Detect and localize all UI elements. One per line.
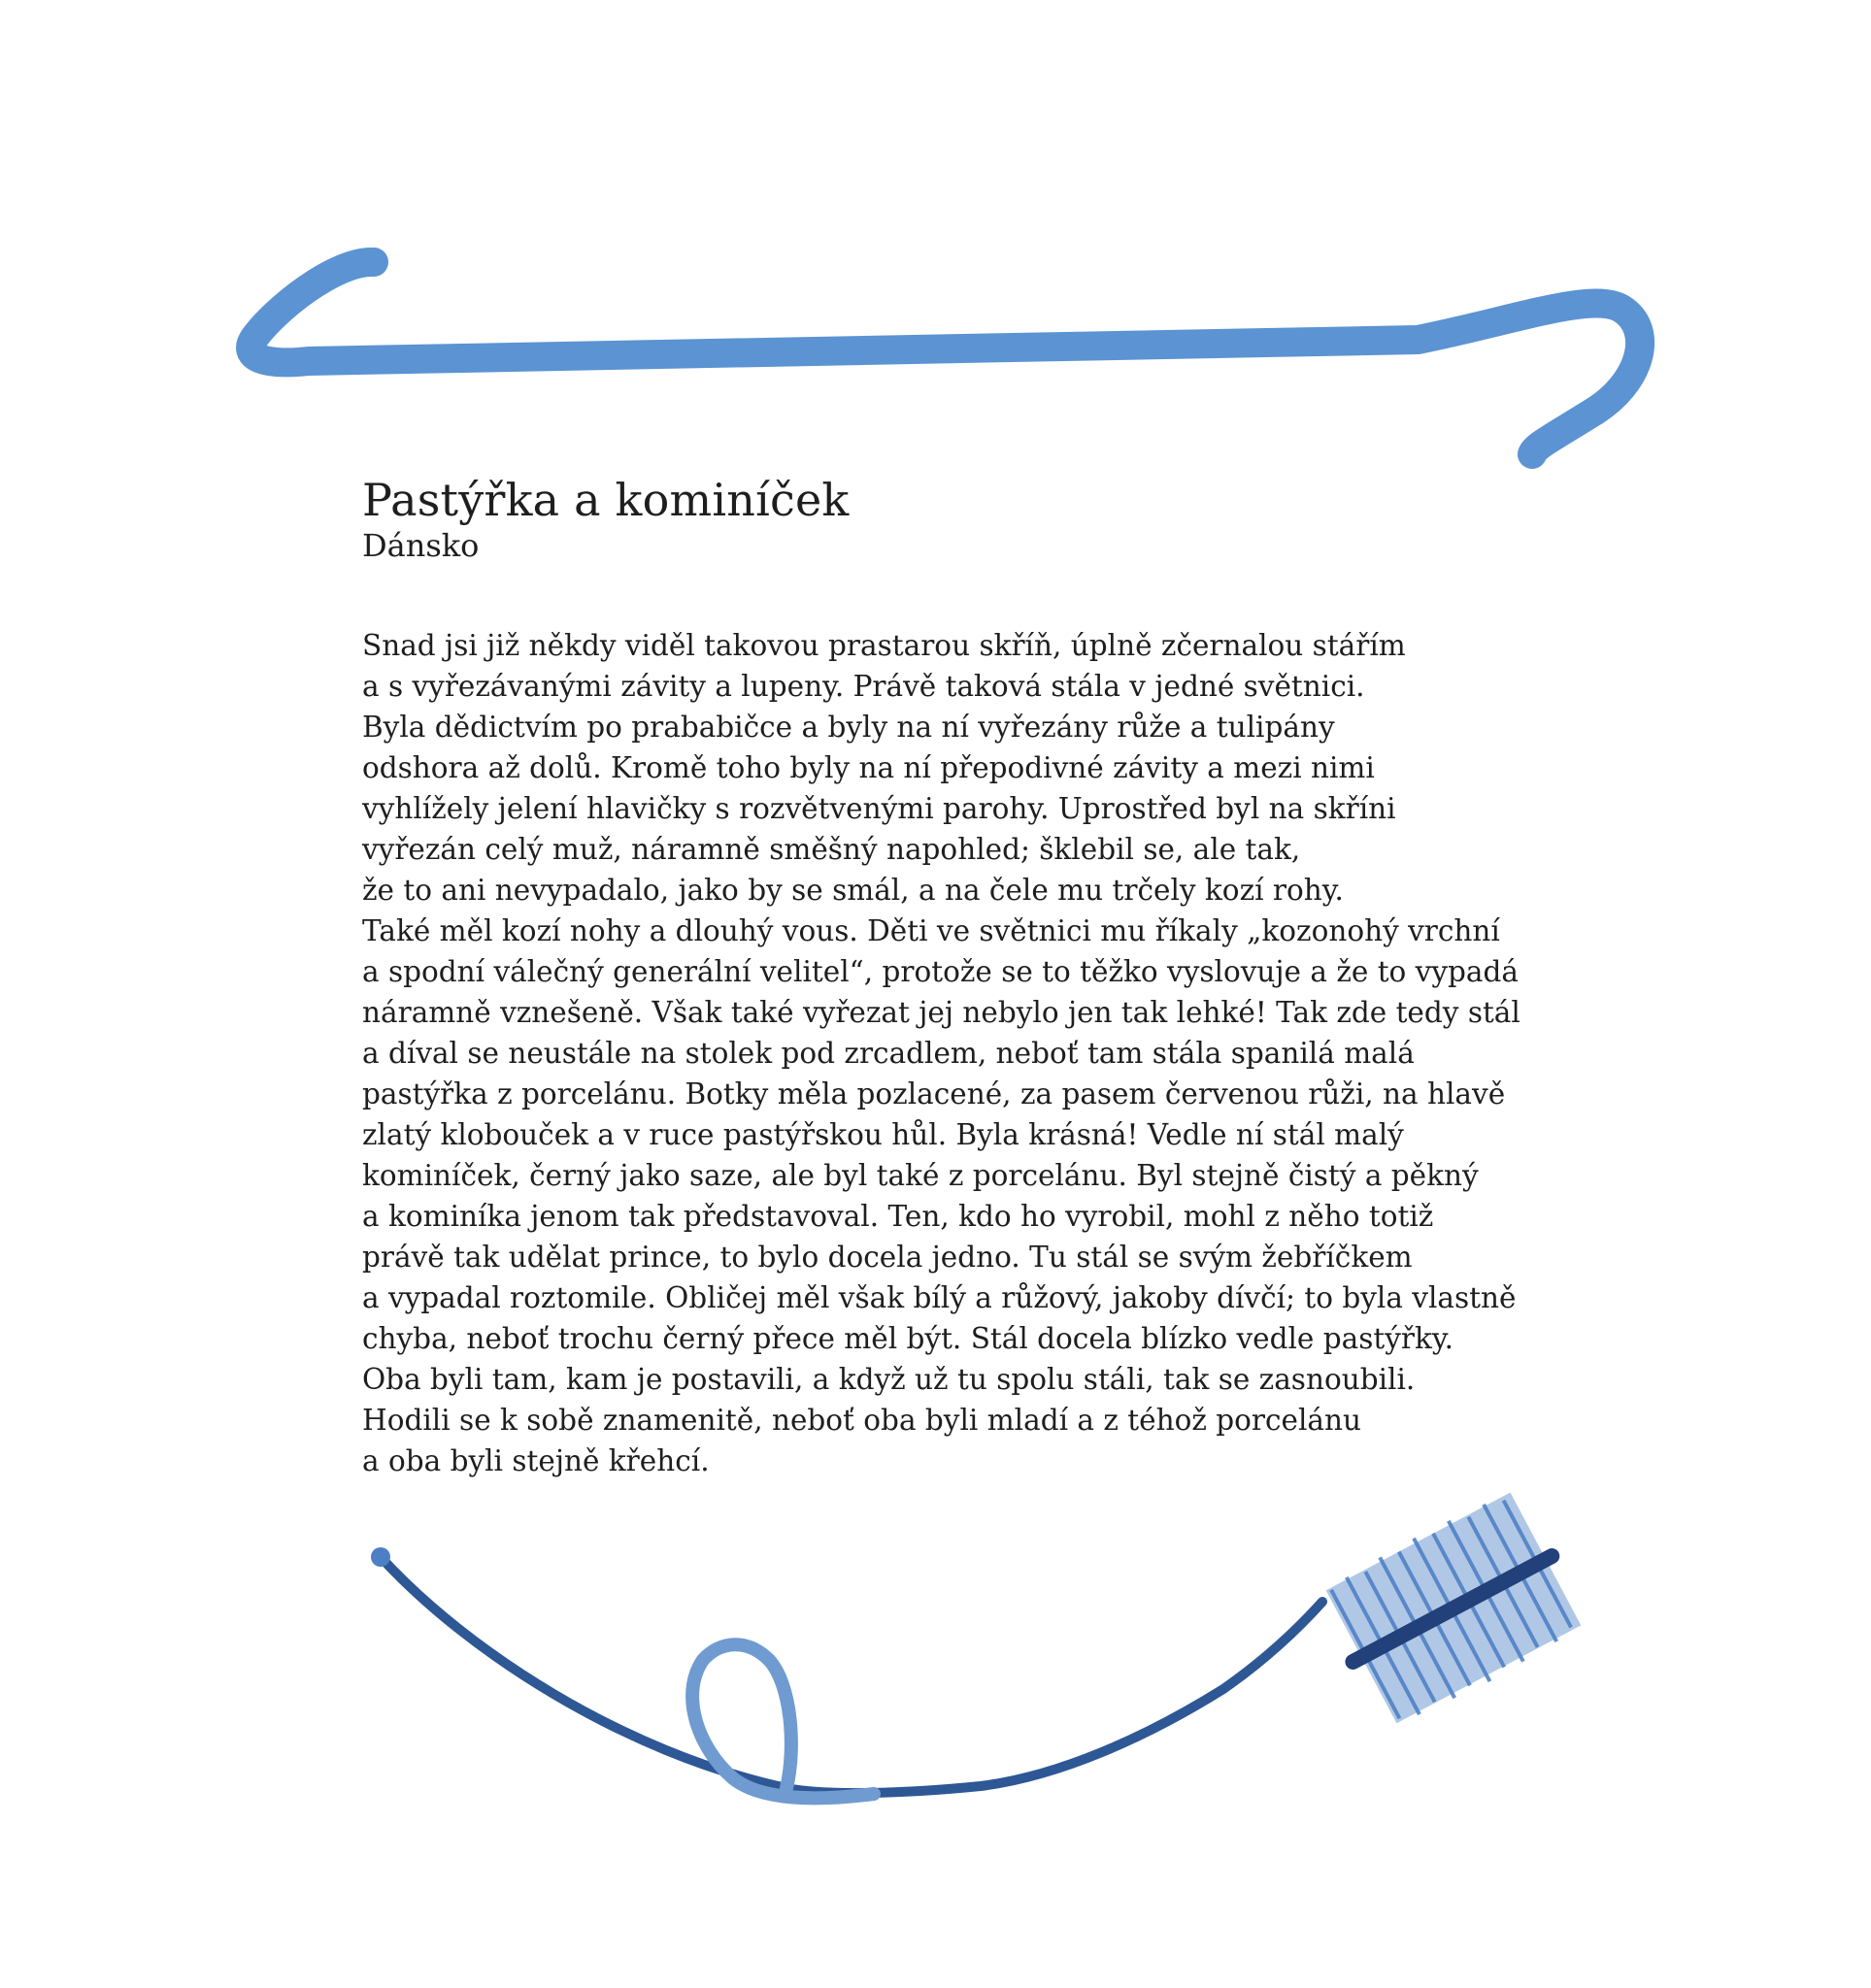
text-line: a kominíka jenom tak představoval. Ten, kdo ho vyrobil, mohl z něho totiž xyxy=(362,1200,1434,1233)
text-line: Snad jsi již někdy viděl takovou prastarou skříň, úplně zčernalou stářím xyxy=(362,629,1406,662)
text-line: kominíček, černý jako saze, ale byl také z porcelánu. Byl stejně čistý a pěkný xyxy=(362,1159,1479,1192)
text-line: chyba, neboť trochu černý přece měl být. Stál docela blízko vedle pastýřky. xyxy=(362,1322,1453,1355)
text-line: vyhlížely jelení hlavičky s rozvětvenými parohy. Uprostřed byl na skříni xyxy=(362,792,1396,825)
story-block xyxy=(362,474,1624,1481)
story-origin: Dánsko xyxy=(362,527,480,564)
text-line: pastýřka z porcelánu. Botky měla pozlacené, za pasem červenou růži, na hlavě xyxy=(362,1077,1506,1110)
text-line: a oba byli stejně křehcí. xyxy=(362,1444,710,1477)
text-line: a spodní válečný generální velitel“, protože se to těžko vyslovuje a že to vypadá xyxy=(362,955,1519,988)
text-line: Byla dědictvím po prababičce a byly na ní vyřezány růže a tulipány xyxy=(362,711,1335,744)
text-line: Také měl kozí nohy a dlouhý vous. Děti ve světnici mu říkaly „kozonohý vrchní xyxy=(362,914,1500,947)
text-line: a s vyřezávanými závity a lupeny. Právě taková stála v jedné světnici. xyxy=(362,670,1365,703)
text-line: a vypadal roztomile. Obličej měl však bílý a růžový, jakoby dívčí; to byla vlastně xyxy=(362,1281,1517,1314)
text-line: že to ani nevypadalo, jako by se smál, a na čele mu trčely kozí rohy. xyxy=(362,874,1344,907)
story-title: Pastýřka a kominíček xyxy=(362,474,850,526)
text-line: vyřezán celý muž, náramně směšný napohled; šklebil se, ale tak, xyxy=(362,833,1301,866)
text-line: a díval se neustále na stolek pod zrcadlem, neboť tam stála spanilá malá xyxy=(362,1037,1415,1070)
text-line: náramně vznešeně. Však také vyřezat jej nebylo jen tak lehké! Tak zde tedy stál xyxy=(362,996,1520,1029)
text-line: zlatý klobouček a v ruce pastýřskou hůl. Byla krásná! Vedle ní stál malý xyxy=(362,1118,1404,1151)
text-line: Hodili se k sobě znamenitě, neboť oba byli mladí a z téhož porcelánu xyxy=(362,1404,1362,1437)
text-line: odshora až dolů. Kromě toho byly na ní přepodivné závity a mezi nimi xyxy=(362,751,1375,784)
story-body xyxy=(362,625,1624,1481)
text-line: právě tak udělat prince, to bylo docela jedno. Tu stál se svým žebříčkem xyxy=(362,1241,1413,1274)
text-line: Oba byli tam, kam je postavili, a když už tu spolu stáli, tak se zasnoubili. xyxy=(362,1363,1416,1396)
